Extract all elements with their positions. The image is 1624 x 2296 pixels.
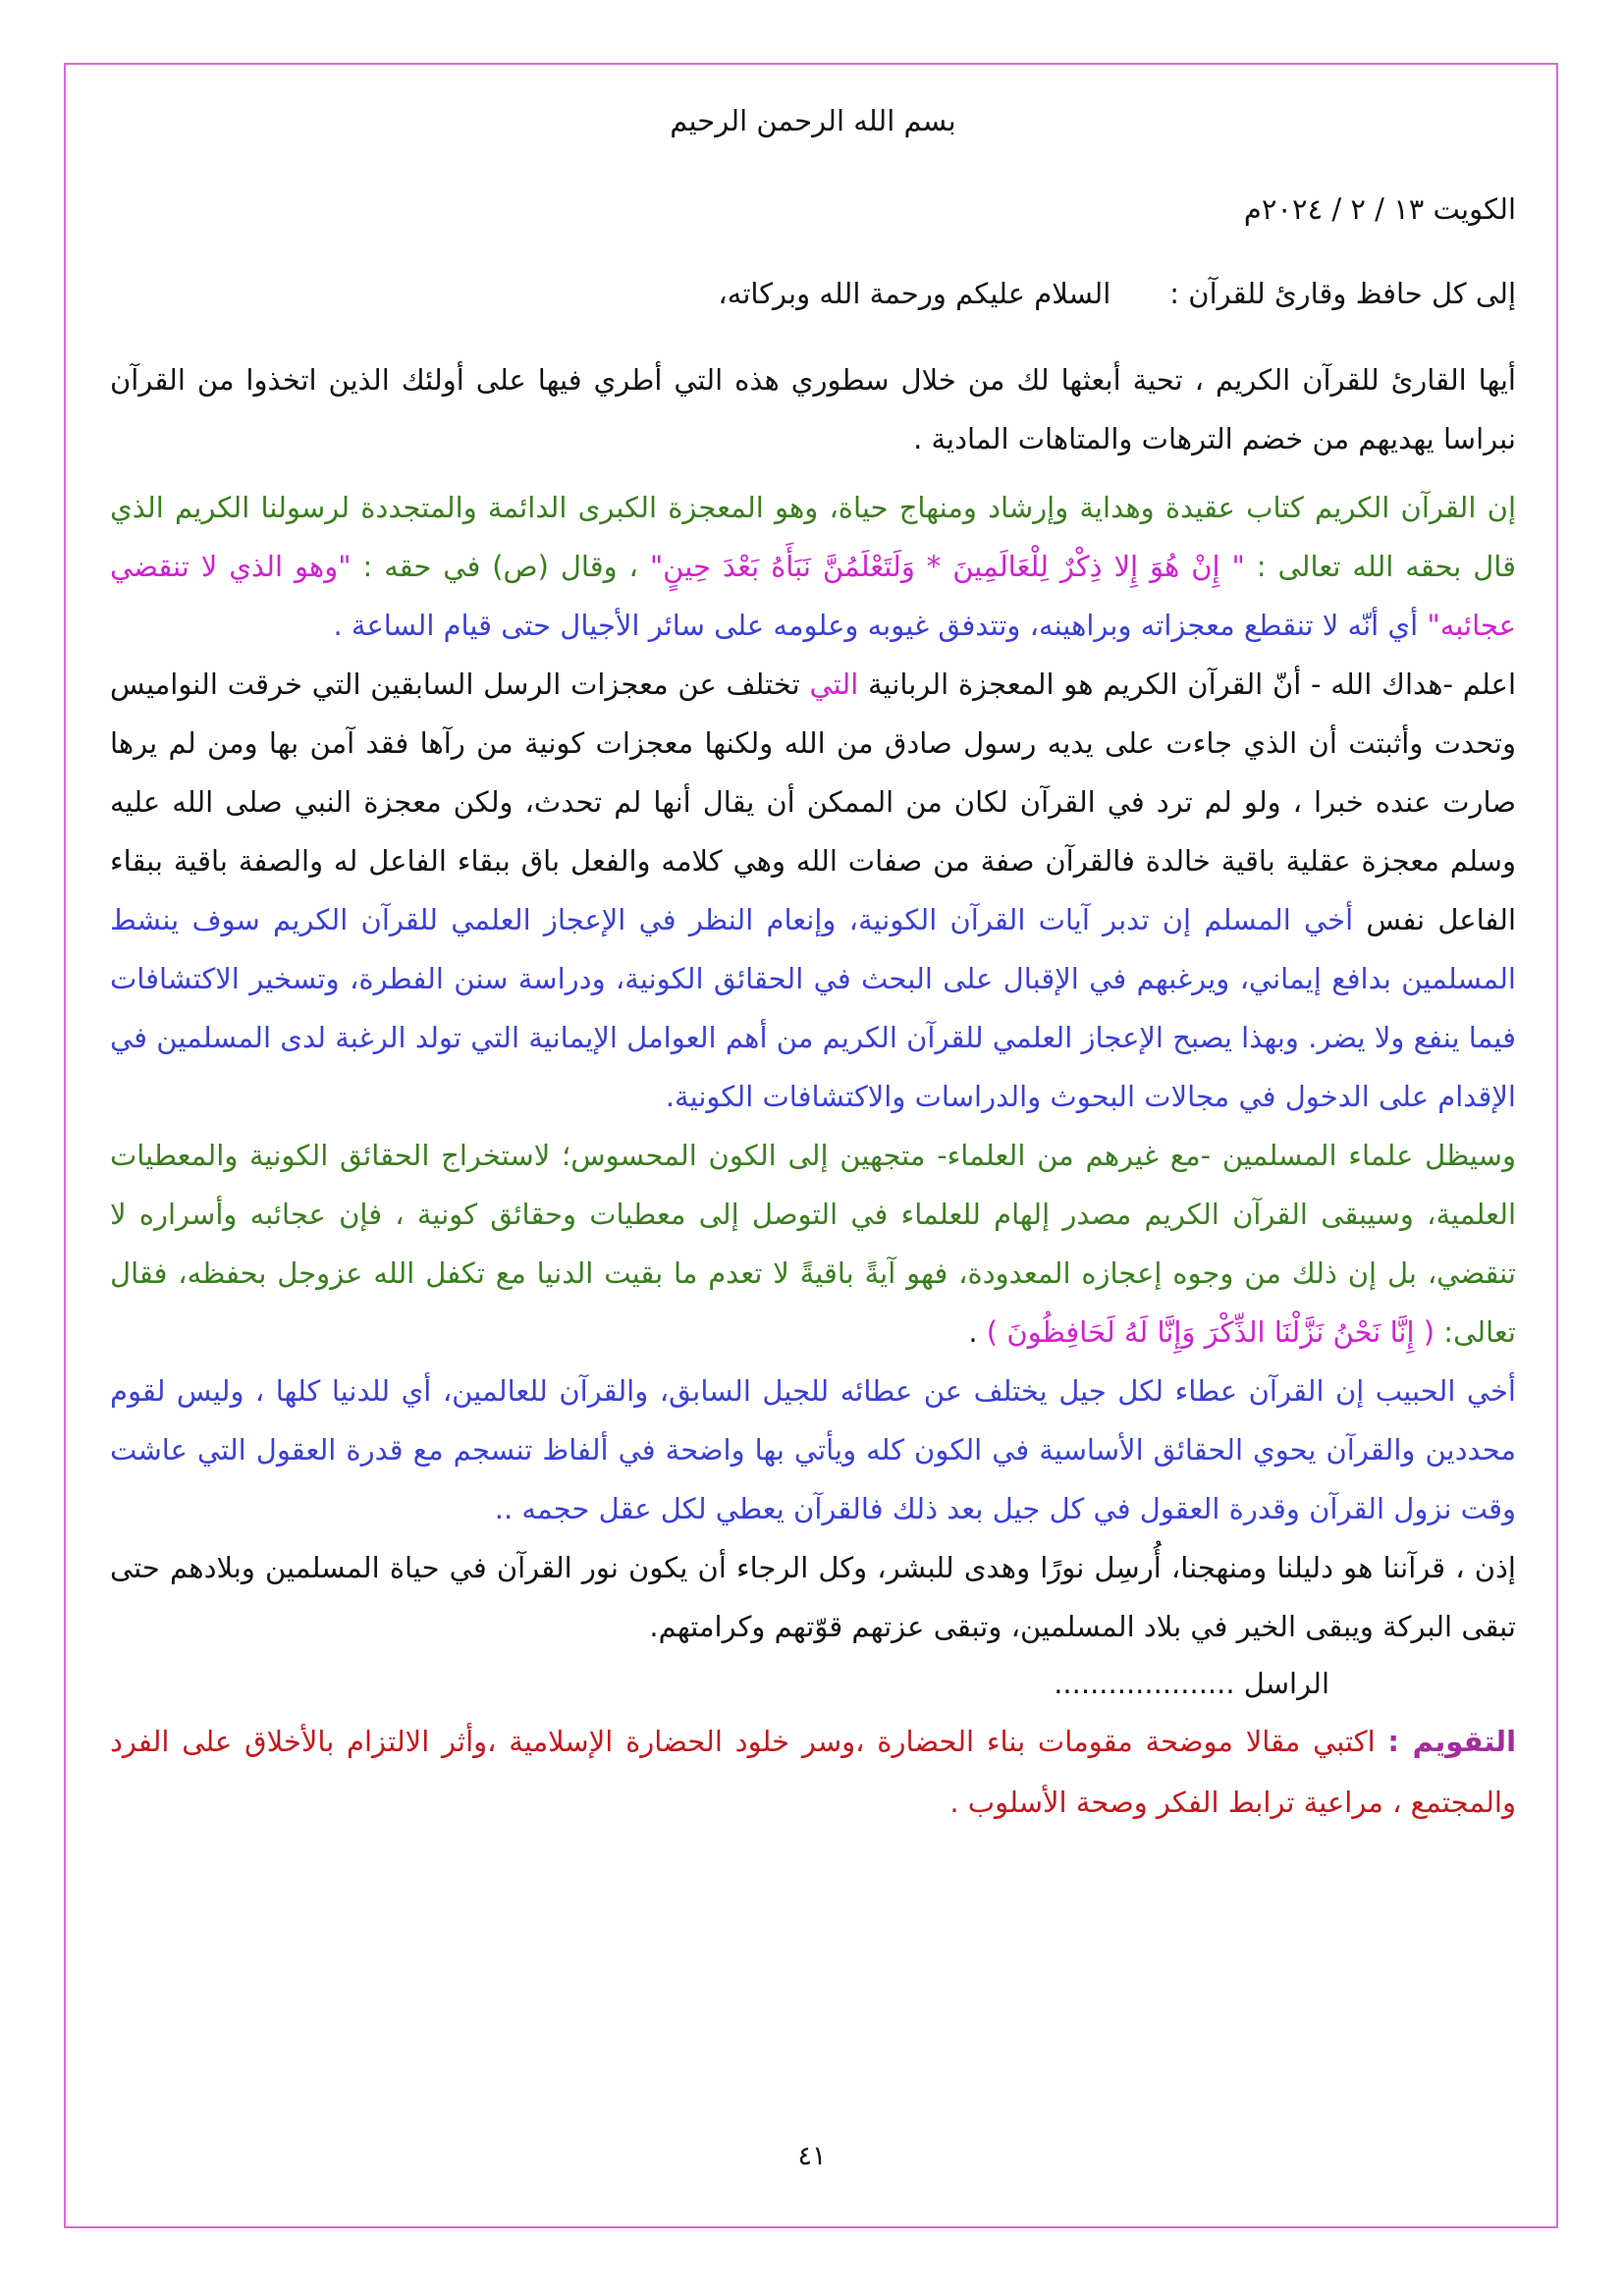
signer-line: الراسل .................... bbox=[1054, 1667, 1329, 1700]
greeting-line bbox=[110, 266, 1516, 321]
basmala: بسم الله الرحمن الرحيم bbox=[670, 104, 956, 137]
miracle-paragraph-text-1: اعلم -هداك الله - أنّ القرآن الكريم هو المعجزة الربانية bbox=[858, 667, 1517, 701]
scholars-paragraph-text-2: . bbox=[968, 1315, 987, 1349]
quran-paragraph-text-3: أي أنّه لا تنقطع معجزاته وبراهينه، وتتدفق غيوبه وعلومه على سائر الأجيال حتى قيام الساعة . bbox=[333, 609, 1428, 642]
page-number: ٤١ bbox=[797, 2141, 827, 2171]
scholars-paragraph bbox=[110, 1126, 1516, 1362]
hadith-quote: "وهو الذي لا تنقضي عجائبه" bbox=[110, 550, 1516, 642]
assessment-text: اكتبي مقالا موضحة مقومات بناء الحضارة ،وسر خلود الحضارة الإسلامية ،وأثر الالتزام بالأخلاق على الفرد والمجتمع ، مراعية ترابط الفكر وصحة الأسلوب . bbox=[110, 1725, 1516, 1819]
assessment-paragraph bbox=[110, 1711, 1516, 1833]
scholars-verse: ( إِنَّا نَحْنُ نَزَّلْنَا الذِّكْرَ وَإِنَّا لَهُ لَحَافِظُونَ ) bbox=[986, 1315, 1435, 1349]
greeting-addressee: إلى كل حافظ وقارئ للقرآن : bbox=[1169, 277, 1516, 310]
letter-page bbox=[110, 93, 1516, 1833]
dateline: الكويت ١٣ / ٢ / ٢٠٢٤م bbox=[1243, 192, 1516, 226]
miracle-paragraph bbox=[110, 655, 1516, 1126]
greeting-salutation: السلام عليكم ورحمة الله وبركاته، bbox=[718, 277, 1111, 310]
miracle-paragraph-text-3: أخي المسلم إن تدبر آيات القرآن الكونية، وإنعام النظر في الإعجاز العلمي للقرآن الكريم سوف ينشط المسلمين بدافع إيماني، ويرغبهم في الإقبال على البحث في الحقائق الكونية، ودراسة سنن الفطرة، وتسخير الاكتشافات فيما ينفع ولا يضر. وبهذا يصبح الإعجاز العلمي للقرآن الكريم من أهم العوامل الإيمانية التي تولد الرغبة لدى المسلمين في الإقدام على الدخول في مجالات البحوث والدراسات والاكتشافات الكونية. bbox=[110, 903, 1516, 1113]
miracle-paragraph-text-2: تختلف عن معجزات الرسل السابقين التي خرقت النواميس وتحدت وأثبتت أن الذي جاءت على يديه رسول صادق من الله ولكنها معجزات كونية من رآها فقد آمن بها ومن لم يرها صارت عنده خبرا ، ولو لم ترد في القرآن لكان من الممكن أن يقال أنها لم تحدث، ولكن معجزة النبي صلى الله عليه وسلم معجزة عقلية باقية خالدة فالقرآن صفة من صفات الله وهي كلامه والفعل باق ببقاء الفاعل له والصفة باقية ببقاء الفاعل نفس bbox=[110, 667, 1516, 936]
assessment-label: التقويم : bbox=[1387, 1725, 1517, 1758]
quran-verse: " إِنْ هُوَ إِلا ذِكْرٌ لِلْعَالَمِينَ * وَلَتَعْلَمُنَّ نَبَأَهُ بَعْدَ حِينٍ" bbox=[649, 550, 1245, 583]
quran-paragraph-text-1: إن القرآن الكريم كتاب عقيدة وهداية وإرشاد ومنهاج حياة، وهو المعجزة الكبرى الدائمة والمتجددة لرسولنا الكريم الذي قال بحقه الله تعالى : bbox=[110, 491, 1516, 583]
closing-paragraph: إذن ، قرآننا هو دليلنا ومنهجنا، أُرسِل نورًا وهدى للبشر، وكل الرجاء أن يكون نور القرآن في حياة المسلمين وبلادهم حتى تبقى البركة ويبقى الخير في بلاد المسلمين، وتبقى عزتهم قوّتهم وكرامتهم. bbox=[110, 1551, 1516, 1643]
quran-paragraph-text-2: ، وقال (ص) في حقه : bbox=[351, 550, 650, 583]
quran-paragraph bbox=[110, 478, 1516, 655]
miracle-highlight-word: التي bbox=[809, 667, 859, 701]
intro-paragraph: أيها القارئ للقرآن الكريم ، تحية أبعثها لك من خلال سطوري هذه التي أطري فيها على أولئك الذين اتخذوا من القرآن نبراسا يهديهم من خضم الترهات والمتاهات المادية . bbox=[110, 363, 1516, 455]
gift-paragraph: أخي الحبيب إن القرآن عطاء لكل جيل يختلف عن عطائه للجيل السابق، والقرآن للعالمين، أي للدنيا كلها ، وليس لقوم محددين والقرآن يحوي الحقائق الأساسية في الكون كله ويأتي بها واضحة في ألفاظ تنسجم مع قدرة العقول التي عاشت وقت نزول القرآن وقدرة العقول في كل جيل بعد ذلك فالقرآن يعطي لكل عقل حجمه .. bbox=[110, 1374, 1516, 1525]
scholars-paragraph-text-1: وسيظل علماء المسلمين -مع غيرهم من العلماء- متجهين إلى الكون المحسوس؛ لاستخراج الحقائق الكونية والمعطيات العلمية، وسيبقى القرآن الكريم مصدر إلهام للعلماء في التوصل إلى معطيات وحقائق كونية ، فإن عجائبه وأسراره لا تنقضي، بل إن ذلك من وجوه إعجازه المعدودة، فهو آيةً باقيةً لا تعدم ما بقيت الدنيا مع تكفل الله عزوجل بحفظه، فقال تعالى: bbox=[110, 1139, 1516, 1349]
